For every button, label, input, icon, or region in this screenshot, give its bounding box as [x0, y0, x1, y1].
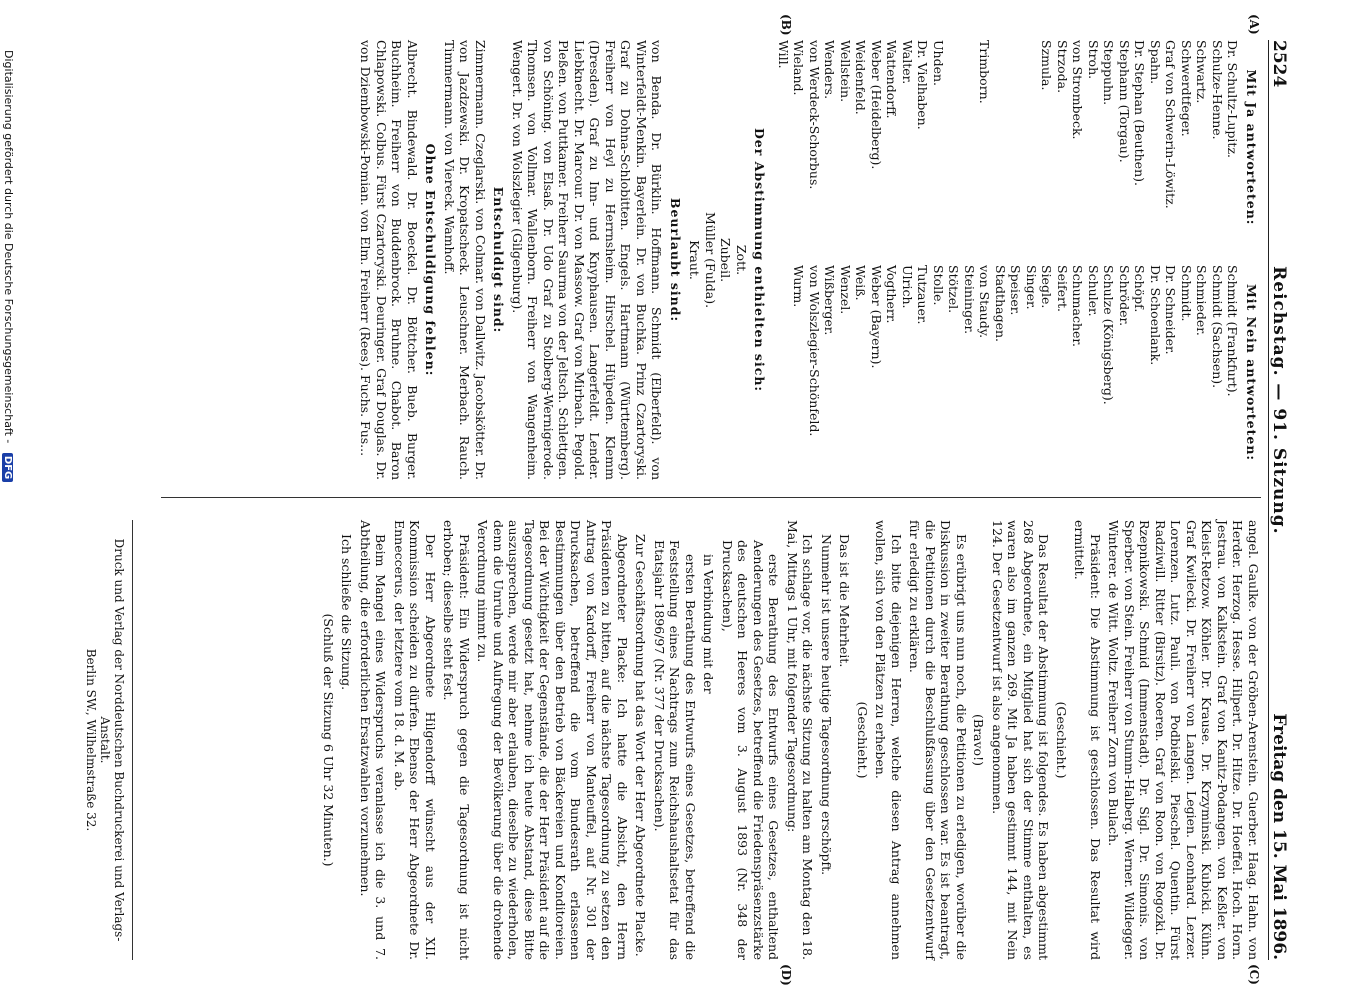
- nein-name: Siegle.: [1039, 265, 1055, 309]
- entschuldigt-text: Zimmermann. Czeglarski. von Colmar. von Dallwitz. Jacobskötter. Dr. von Jazdzewski. Dr. Kropatscheck. Leuschner. Merbach. Rauch. Timmermann. von Viereck. Wamhoff.: [442, 40, 488, 480]
- ja-name: Walter.: [900, 40, 915, 85]
- ja-name: von Strombeck.: [1070, 40, 1086, 140]
- nein-name: Schmidt.: [1179, 265, 1194, 322]
- bitte-text: Ich bitte diejenigen Herren, welche diesen Antrag annehmen wollen, sich von den Plätzen zu erheben.: [873, 520, 904, 960]
- ja-name: [962, 40, 978, 255]
- page-title: Reichstag. — 91. Sitzung.: [1269, 266, 1289, 535]
- ja-heading: Mit Ja antworteten:: [1244, 69, 1259, 226]
- ja-name: Graf von Schwerin-Löwitz.: [1163, 40, 1179, 209]
- nein-names: [791, 265, 1241, 480]
- nein-name: Schumacher.: [1070, 265, 1086, 347]
- ja-name: Uhden.: [931, 40, 946, 87]
- ja-name: Wellstein.: [838, 40, 853, 103]
- ja-name: Dr. Schultz-Lupitz.: [1225, 40, 1241, 158]
- ja-name: Schwartz.: [1194, 40, 1210, 104]
- ja-name: von Werdeck-Schorbus.: [807, 40, 822, 190]
- enthielten-heading: Der Abstimmung enthielten sich:: [752, 127, 768, 393]
- ja-name: Stroh.: [1086, 40, 1101, 80]
- agenda-item: ersten Berathung des Entwurfs eines Gesetzes, betreffend die Feststellung eines Nachtrags zum Reichshaushaltsetat für das Etatsjahr 1896/97 (Nr. 377 der Drucksachen).: [652, 540, 698, 960]
- page-date: Freitag den 15. Mai 1896.: [1269, 713, 1289, 960]
- nein-name: Tutzauer.: [915, 265, 931, 325]
- vorschlag-text: Ich schlage vor, die nächste Sitzung zu halten am Montag den 18. Mai, Mittags 1 Uhr, mit folgender Tagesordnung:: [785, 520, 816, 960]
- nein-name: Steininger.: [962, 265, 977, 335]
- ja-name: Spahn.: [1148, 40, 1163, 85]
- funding-text: Digitalisierung gefördert durch die Deutsche Forschungsgemeinschaft -: [2, 50, 15, 444]
- petitionen-text: Es erübrigt uns nun noch, die Petitionen zu erledigen, worüber die Diskussion in zweiter Berathung geschlossen war. Es ist beantragt, die Petitionen durch die Beschlußfassung über den Gesetzentwurf für erledigt zu erklären.: [907, 520, 969, 960]
- nein-name: Wenzel.: [838, 265, 853, 315]
- ja-name: [946, 40, 962, 255]
- nein-name: von Staudy.: [977, 265, 993, 339]
- nein-heading: Mit Nein antworteten:: [1244, 283, 1259, 462]
- mangel-text: Beim Mangel eines Widerspruchs veranlasse ich die 3. und 7. Abtheilung, die erforderlichen Ersatzwahlen vorzunehmen.: [358, 520, 389, 960]
- nein-name: Dr. Schoenlank.: [1148, 265, 1163, 366]
- pause-note: (Geschieht.): [1054, 701, 1069, 779]
- nein-name: Schmieder.: [1194, 265, 1210, 336]
- schluss-note: (Schluß der Sitzung 6 Uhr 32 Minuten.): [321, 613, 336, 867]
- column-divider: [161, 497, 1261, 498]
- geschaeftsordnung-text: Zur Geschäftsordnung hat das Wort der Herr Abgeordnete Placke.: [633, 534, 649, 957]
- margin-mark-b: (B): [779, 14, 793, 36]
- ja-name: Schulze-Henne.: [1210, 40, 1225, 140]
- nein-name: Ulrich.: [900, 265, 915, 309]
- ja-name: Wattendorff.: [884, 40, 900, 119]
- enthielten-name: Kraut.: [687, 240, 703, 280]
- beurlaubt-text: von Benda. Dr. Bürklin. Hoffmann. Schmidt (Elberfeld). von Winterfeldt-Menkin. Bayerlein. Dr. von Buchka. Prinz Czartoryski. Graf zu Dohna-Schlobitten. Engels. Hartmann (Württemberg). Freiherr von Heyl zu Herrnsheim. Hirschel. Hüpeden. Klemm (Dresden). Graf zu Inn- und Knyphausen. Langerfeldt. Lender. Liebknecht. Dr. Marcour. Dr. von Massow. Graf von Mirbach. Pegold. Pleßen. von Puttkamer. Freiherr Saurma von der Jeltsch. Schlettgen. von Schöning. von Elsaß. Dr. Udo Graf zu Stolberg-Wernigerode. Thomsen. von Vollmar. Wallenborn. Freiherr von Wangenheim. Wengert. Dr. von Wolszlegier (Gilgenburg).: [510, 40, 665, 480]
- enthielten-names: [687, 40, 749, 480]
- ja-name: Weidenfeld.: [853, 40, 869, 115]
- printer-line: Druck und Verlag der Norddeutschen Buchdruckerei und Verlags-Anstalt.: [98, 538, 126, 942]
- enthielten-name: Zubeil.: [718, 237, 734, 283]
- enthielten-name: Zott.: [734, 244, 749, 276]
- beurlaubt-heading: Beurlaubt sind:: [668, 197, 683, 323]
- vote-lists: [776, 40, 1262, 480]
- ja-names: [776, 40, 1241, 255]
- ja-name: Stephann (Torgau).: [1117, 40, 1132, 163]
- page-number: 2524: [1269, 40, 1289, 88]
- nein-list: [776, 265, 1262, 480]
- schliesse-text: Ich schließe die Sitzung.: [339, 534, 355, 691]
- nein-name: Dr. Schneider.: [1163, 265, 1179, 355]
- mehrheit-text: Das ist die Mehrheit.: [837, 534, 853, 668]
- nein-name: Stötzel.: [946, 265, 962, 314]
- ohne-text: Albrecht. Bindewald. Dr. Boeckel. Dr. Böttcher. Bueb. Burger. Buchheim. Freiherr von Buddenbrock. Bruhne. Chabot. Baron Chlapowski. Colbus. Fürst Czartoryski. Deuringer. Graf Douglas. Dr. von Dziembowski-Pomian. von Elm. Freiherr (Rees). Fuchs. Fus...: [358, 40, 420, 480]
- ohne-heading: Ohne Entschuldigung fehlen:: [423, 143, 439, 377]
- geschieht-note: (Geschieht.): [855, 701, 870, 779]
- ja-name: Strzoda.: [1055, 40, 1070, 94]
- nein-name: Wurm.: [791, 265, 807, 308]
- nein-name: Weiß.: [853, 265, 869, 301]
- top-names: angel. Gaulke. von der Gröben-Arenstein. Guerber. Haag. Hahn. von Herder. Herzog. Hesse. Hilpert. Dr. Hitze. Dr. Hoeffel. Hoch. Horn. Jestrau. von Kalkstein. Graf von Kanitz-Podangen. von Keßler. von Kleist-Retzow. Köhler. Dr. Krause. Dr. Krzyminski. Kubicki. Kühn. Graf Kwilecki. Dr. Freiherr von Langen. Legien. Leonhard. Lerzer. Lorenzen. Lutz. Pauli. von Podbielski. Pieschel. Quentin. Fürst Radziwill. Ritter (Birsitz). Roeren. Graf von Roon. von Rogozki. Dr. Rzepnikowski. Schmid (Immenstadt). Dr. Sigl. Dr. Simonis. von Sperber. von Stein. Freiherr von Stumm-Halberg. Werner. Wildegger. Winterer. de Witt. Woltz. Freiherr Zorn von Bulach.: [1106, 520, 1261, 960]
- page-header: [1268, 40, 1291, 960]
- praesident-2: Präsident: Ein Widerspruch gegen die Tagesordnung ist nicht erhoben; dieselbe steht fest.: [441, 520, 472, 960]
- nein-name: Schuler.: [1086, 265, 1101, 317]
- ja-name: Weber (Heidelberg).: [869, 40, 884, 170]
- nein-name: Schulze (Königsberg).: [1101, 265, 1117, 405]
- margin-mark-a: (A): [1247, 14, 1261, 35]
- nein-name: Stolle.: [931, 265, 946, 306]
- agenda-list: [652, 520, 782, 960]
- nein-name: Schmidt (Frankfurt).: [1225, 265, 1241, 397]
- erschoepft-text: Nunmehr ist unsere heutige Tagesordnung erschöpft.: [819, 534, 834, 876]
- ja-name: Dr. Vielhaben.: [915, 40, 931, 130]
- placke-text: Abgeordneter Placke: Ich hatte die Absicht, den Herrn Präsidenten zu bitten, auf die nächste Tagesordnung zu setzen den Antrag von Kardorff, Freiherr von Manteuffel, auf Nr. 301 der Drucksachen, betreffend die vom Bundesrath erlassenen Bestimmungen über den Betrieb von Bäckereien und Konditoreien. Bei der Wichtigkeit der Gegenstände, die der Herr Präsident auf die Tagesordnung gesetzt hat, nehme ich heute Abstand, diese Bitte auszusprechen, werde mir aber erlauben, dieselbe zu wiederholen, denn die Unruhe und Aufregung der Bevölkerung über die drohende Verordnung nimmt zu.: [475, 520, 630, 960]
- ja-name: Will.: [776, 40, 791, 69]
- ja-name: [1024, 40, 1040, 255]
- nein-name: Speiser.: [1008, 265, 1024, 316]
- ja-name: Wenders.: [822, 40, 838, 100]
- ja-name: Szmula.: [1039, 40, 1055, 91]
- nein-name: Schmidt (Sachsen).: [1210, 265, 1225, 389]
- nein-name: Vogtherr.: [884, 265, 900, 324]
- funding-note: [2, 50, 15, 482]
- ja-list: [776, 40, 1262, 255]
- nein-name: Schöpf.: [1132, 265, 1148, 313]
- result-text: Das Resultat der Abstimmung ist folgendes. Es haben abgestimmt 268 Abgeordnete, ein Mitglied hat sich der Stimme enthalten, es waren also im ganzen 269. Mit Ja haben gestimmt 144, mit Nein 124. Der Gesetzentwurf ist also angenommen.: [990, 520, 1052, 960]
- hilgendorff-text: Der Herr Abgeordnete Hilgendorff wünscht aus der XII. Kommission scheiden zu dürfen. Ebenso der Herr Abgeordnete Dr. Enneccerus, der letztere vom 18. d. M. ab.: [392, 520, 438, 960]
- right-column: [319, 520, 1262, 960]
- left-column: [355, 40, 1261, 480]
- nein-name: Singer.: [1024, 265, 1039, 310]
- nein-name: Seifert.: [1055, 265, 1070, 312]
- margin-mark-d: (D): [779, 964, 793, 986]
- enthielten-name: Müller (Fulda).: [703, 211, 718, 309]
- nein-name: Schröder.: [1117, 265, 1132, 327]
- nein-name: von Wolszlegier-Schönfeld.: [807, 265, 822, 437]
- bravo-note: (Bravo!): [971, 714, 987, 766]
- ja-name: [993, 40, 1009, 255]
- dfg-logo: DFG: [2, 453, 13, 482]
- ja-name: Steppuhn.: [1101, 40, 1117, 106]
- ja-name: Schwerdtfeger.: [1179, 40, 1194, 137]
- margin-mark-c: (C): [1247, 964, 1261, 985]
- ja-name: [1008, 40, 1024, 255]
- ja-name: Wieland.: [791, 40, 807, 96]
- agenda-item: erste Berathung des Entwurfs eines Gesetzes, enthaltend Aenderungen des Gesetzes, betreffend die Friedenspräsenzstärke des deutschen Heeres vom 3. August 1893 (Nr. 348 der Drucksachen),: [720, 540, 782, 960]
- printer-footer: [84, 520, 133, 960]
- praesident-1: Präsident: Die Abstimmung ist geschlossen. Das Resultat wird ermittelt.: [1072, 520, 1103, 960]
- entschuldigt-heading: Entschuldigt sind:: [491, 186, 507, 334]
- nein-name: Stadthagen.: [993, 265, 1008, 342]
- nein-name: Wißberger.: [822, 265, 838, 336]
- ja-name: Dr. Stephan (Beuthen).: [1132, 40, 1148, 186]
- address-line: Berlin SW., Wilhelmstraße 32.: [84, 648, 98, 832]
- agenda-item: in Verbindung mit der: [701, 554, 717, 694]
- ja-name: Trimborn.: [977, 40, 993, 104]
- nein-name: Weber (Bayern).: [869, 265, 884, 369]
